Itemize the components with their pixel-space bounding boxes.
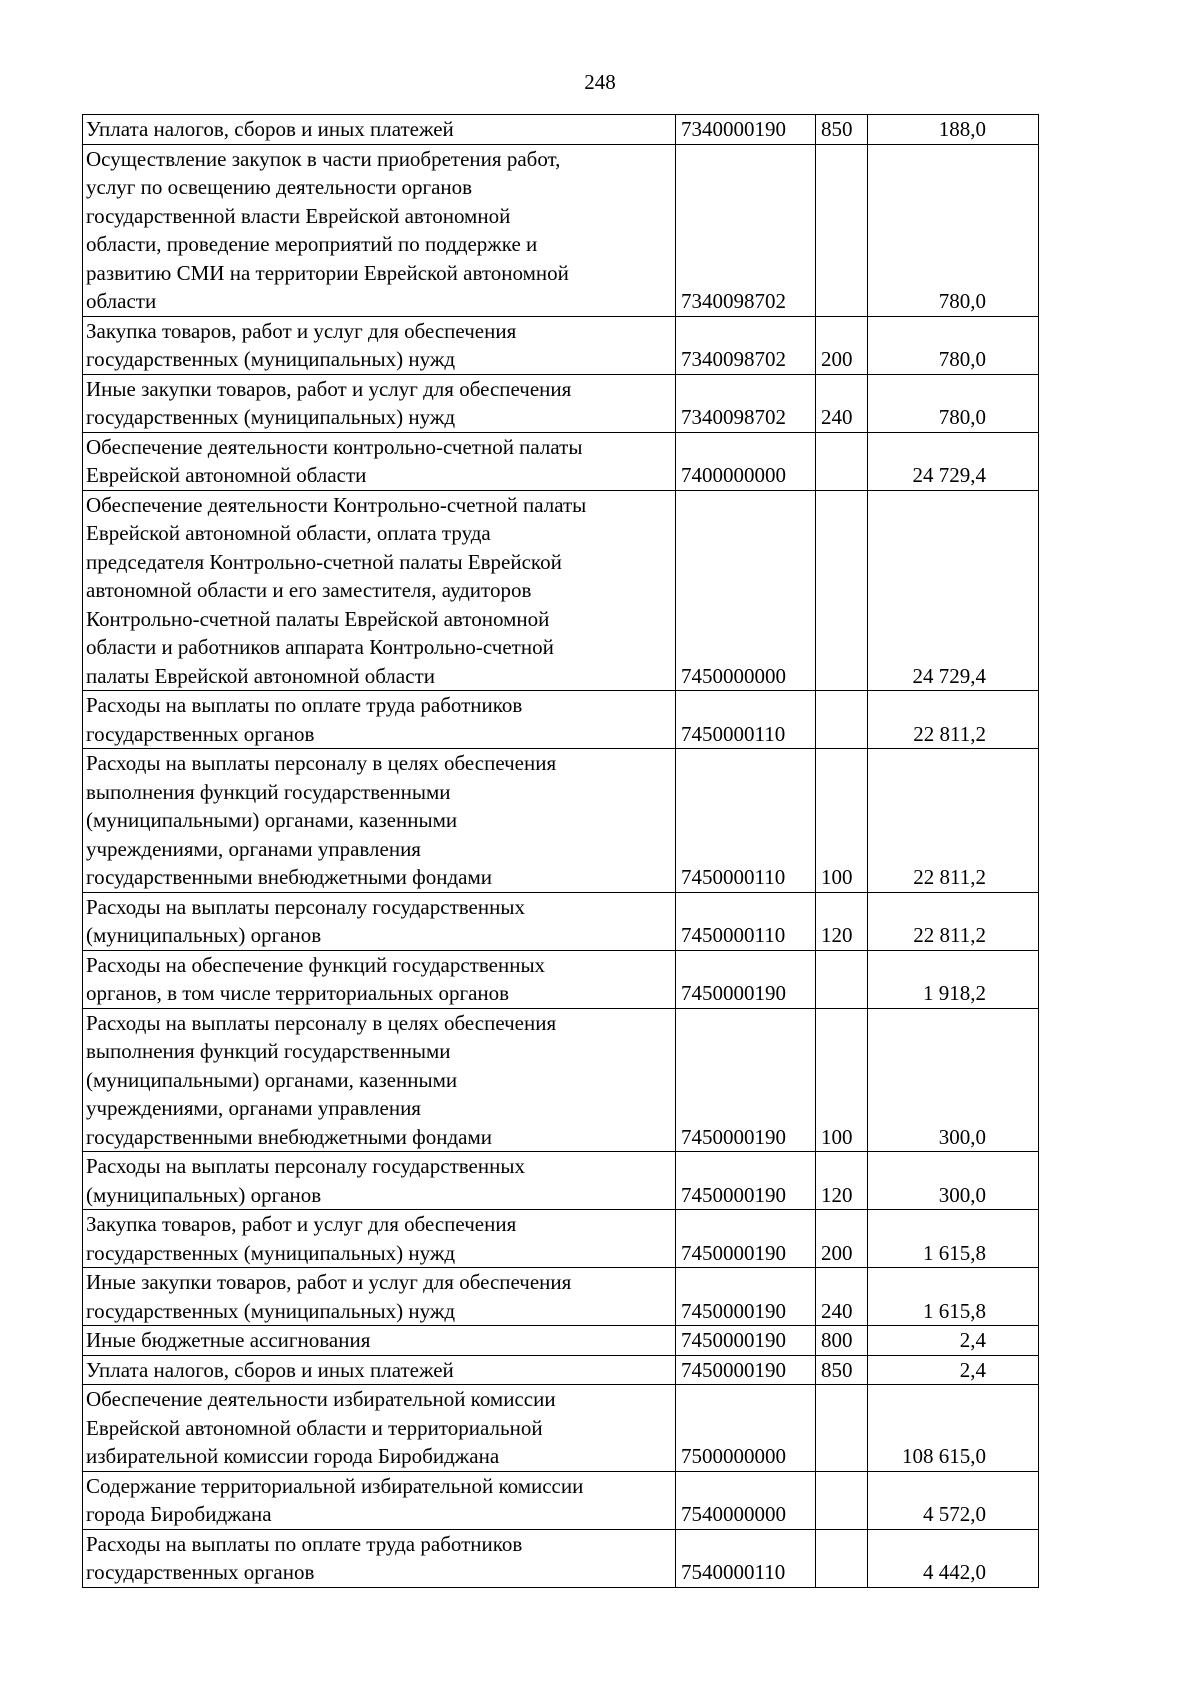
row-type: 240 — [816, 374, 868, 432]
row-amount: 2,4 — [868, 1326, 1039, 1356]
row-name: Расходы на выплаты персоналу государственных (муниципальных) органов — [83, 892, 676, 950]
row-code: 7340098702 — [676, 144, 816, 316]
row-name: Иные закупки товаров, работ и услуг для обеспечения государственных (муниципальных) нужд — [83, 374, 676, 432]
table-row — [83, 1008, 1039, 1152]
row-amount: 1 918,2 — [868, 950, 1039, 1008]
row-amount: 300,0 — [868, 1152, 1039, 1210]
table-row — [83, 950, 1039, 1008]
row-code: 7450000190 — [676, 1008, 816, 1152]
row-name: Расходы на выплаты персоналу в целях обеспечения выполнения функций государственными (муниципальными) органами, казенными учреждениями, органами управления государственными внебюджетными фондами — [83, 749, 676, 893]
row-code: 7450000190 — [676, 1210, 816, 1268]
row-code: 7450000190 — [676, 1152, 816, 1210]
row-amount: 22 811,2 — [868, 749, 1039, 893]
table-body — [83, 115, 1039, 1588]
table-row — [83, 1210, 1039, 1268]
row-amount: 108 615,0 — [868, 1385, 1039, 1472]
row-type: 100 — [816, 1008, 868, 1152]
row-type: 100 — [816, 749, 868, 893]
row-type — [816, 691, 868, 749]
row-type — [816, 1471, 868, 1529]
row-code: 7450000110 — [676, 691, 816, 749]
row-type — [816, 950, 868, 1008]
row-name: Обеспечение деятельности Контрольно-счетной палаты Еврейской автономной области, оплата труда председателя Контрольно-счетной палаты Еврейской автономной области и его заместителя, аудиторов Контрольно-счетной палаты Еврейской автономной области и работников аппарата Контрольно-счетной палаты Еврейской автономной области — [83, 490, 676, 691]
row-type — [816, 1385, 868, 1472]
table-row — [83, 1268, 1039, 1326]
row-amount: 1 615,8 — [868, 1210, 1039, 1268]
table-row — [83, 892, 1039, 950]
row-code: 7450000110 — [676, 749, 816, 893]
table-row — [83, 1355, 1039, 1385]
row-code: 7450000190 — [676, 1268, 816, 1326]
row-name: Осуществление закупок в части приобретения работ, услуг по освещению деятельности органов государственной власти Еврейской автономной области, проведение мероприятий по поддержке и развитию СМИ на территории Еврейской автономной области — [83, 144, 676, 316]
table-row — [83, 691, 1039, 749]
row-name: Обеспечение деятельности избирательной комиссии Еврейской автономной области и территориальной избирательной комиссии города Биробиджана — [83, 1385, 676, 1472]
row-amount: 22 811,2 — [868, 892, 1039, 950]
row-code: 7450000190 — [676, 950, 816, 1008]
row-type: 120 — [816, 892, 868, 950]
row-type: 200 — [816, 316, 868, 374]
row-code: 7540000110 — [676, 1529, 816, 1587]
table-row — [83, 1326, 1039, 1356]
row-type: 850 — [816, 115, 868, 145]
row-code: 7450000190 — [676, 1326, 816, 1356]
row-code: 7400000000 — [676, 432, 816, 490]
table-row — [83, 490, 1039, 691]
row-type — [816, 490, 868, 691]
row-name: Обеспечение деятельности контрольно-счетной палаты Еврейской автономной области — [83, 432, 676, 490]
row-name: Расходы на выплаты по оплате труда работников государственных органов — [83, 691, 676, 749]
row-amount: 24 729,4 — [868, 432, 1039, 490]
table-row — [83, 749, 1039, 893]
row-code: 7540000000 — [676, 1471, 816, 1529]
row-code: 7340098702 — [676, 316, 816, 374]
row-code: 7340000190 — [676, 115, 816, 145]
row-name: Уплата налогов, сборов и иных платежей — [83, 115, 676, 145]
row-amount: 780,0 — [868, 144, 1039, 316]
budget-table — [82, 114, 1039, 1588]
row-name: Расходы на выплаты персоналу в целях обеспечения выполнения функций государственными (муниципальными) органами, казенными учреждениями, органами управления государственными внебюджетными фондами — [83, 1008, 676, 1152]
row-code: 7500000000 — [676, 1385, 816, 1472]
row-type: 240 — [816, 1268, 868, 1326]
table-row — [83, 1529, 1039, 1587]
row-amount: 24 729,4 — [868, 490, 1039, 691]
table-row — [83, 432, 1039, 490]
row-type — [816, 1529, 868, 1587]
row-type: 850 — [816, 1355, 868, 1385]
row-name: Иные закупки товаров, работ и услуг для обеспечения государственных (муниципальных) нужд — [83, 1268, 676, 1326]
table-row — [83, 115, 1039, 145]
row-name: Расходы на обеспечение функций государственных органов, в том числе территориальных органов — [83, 950, 676, 1008]
table-row — [83, 144, 1039, 316]
row-code: 7450000000 — [676, 490, 816, 691]
table-row — [83, 316, 1039, 374]
table-row — [83, 1152, 1039, 1210]
row-amount: 22 811,2 — [868, 691, 1039, 749]
table-row — [83, 1471, 1039, 1529]
row-amount: 300,0 — [868, 1008, 1039, 1152]
row-name: Содержание территориальной избирательной комиссии города Биробиджана — [83, 1471, 676, 1529]
table-row — [83, 374, 1039, 432]
row-amount: 2,4 — [868, 1355, 1039, 1385]
row-amount: 1 615,8 — [868, 1268, 1039, 1326]
row-amount: 188,0 — [868, 115, 1039, 145]
row-amount: 4 572,0 — [868, 1471, 1039, 1529]
row-amount: 4 442,0 — [868, 1529, 1039, 1587]
page-number: 248 — [584, 70, 616, 94]
row-name: Закупка товаров, работ и услуг для обеспечения государственных (муниципальных) нужд — [83, 316, 676, 374]
row-name: Иные бюджетные ассигнования — [83, 1326, 676, 1356]
row-code: 7450000110 — [676, 892, 816, 950]
row-name: Расходы на выплаты по оплате труда работников государственных органов — [83, 1529, 676, 1587]
row-code: 7450000190 — [676, 1355, 816, 1385]
row-type: 200 — [816, 1210, 868, 1268]
row-type: 120 — [816, 1152, 868, 1210]
row-code: 7340098702 — [676, 374, 816, 432]
row-name: Закупка товаров, работ и услуг для обеспечения государственных (муниципальных) нужд — [83, 1210, 676, 1268]
row-name: Расходы на выплаты персоналу государственных (муниципальных) органов — [83, 1152, 676, 1210]
row-amount: 780,0 — [868, 374, 1039, 432]
row-type — [816, 144, 868, 316]
row-amount: 780,0 — [868, 316, 1039, 374]
table-row — [83, 1385, 1039, 1472]
row-type: 800 — [816, 1326, 868, 1356]
row-name: Уплата налогов, сборов и иных платежей — [83, 1355, 676, 1385]
row-type — [816, 432, 868, 490]
